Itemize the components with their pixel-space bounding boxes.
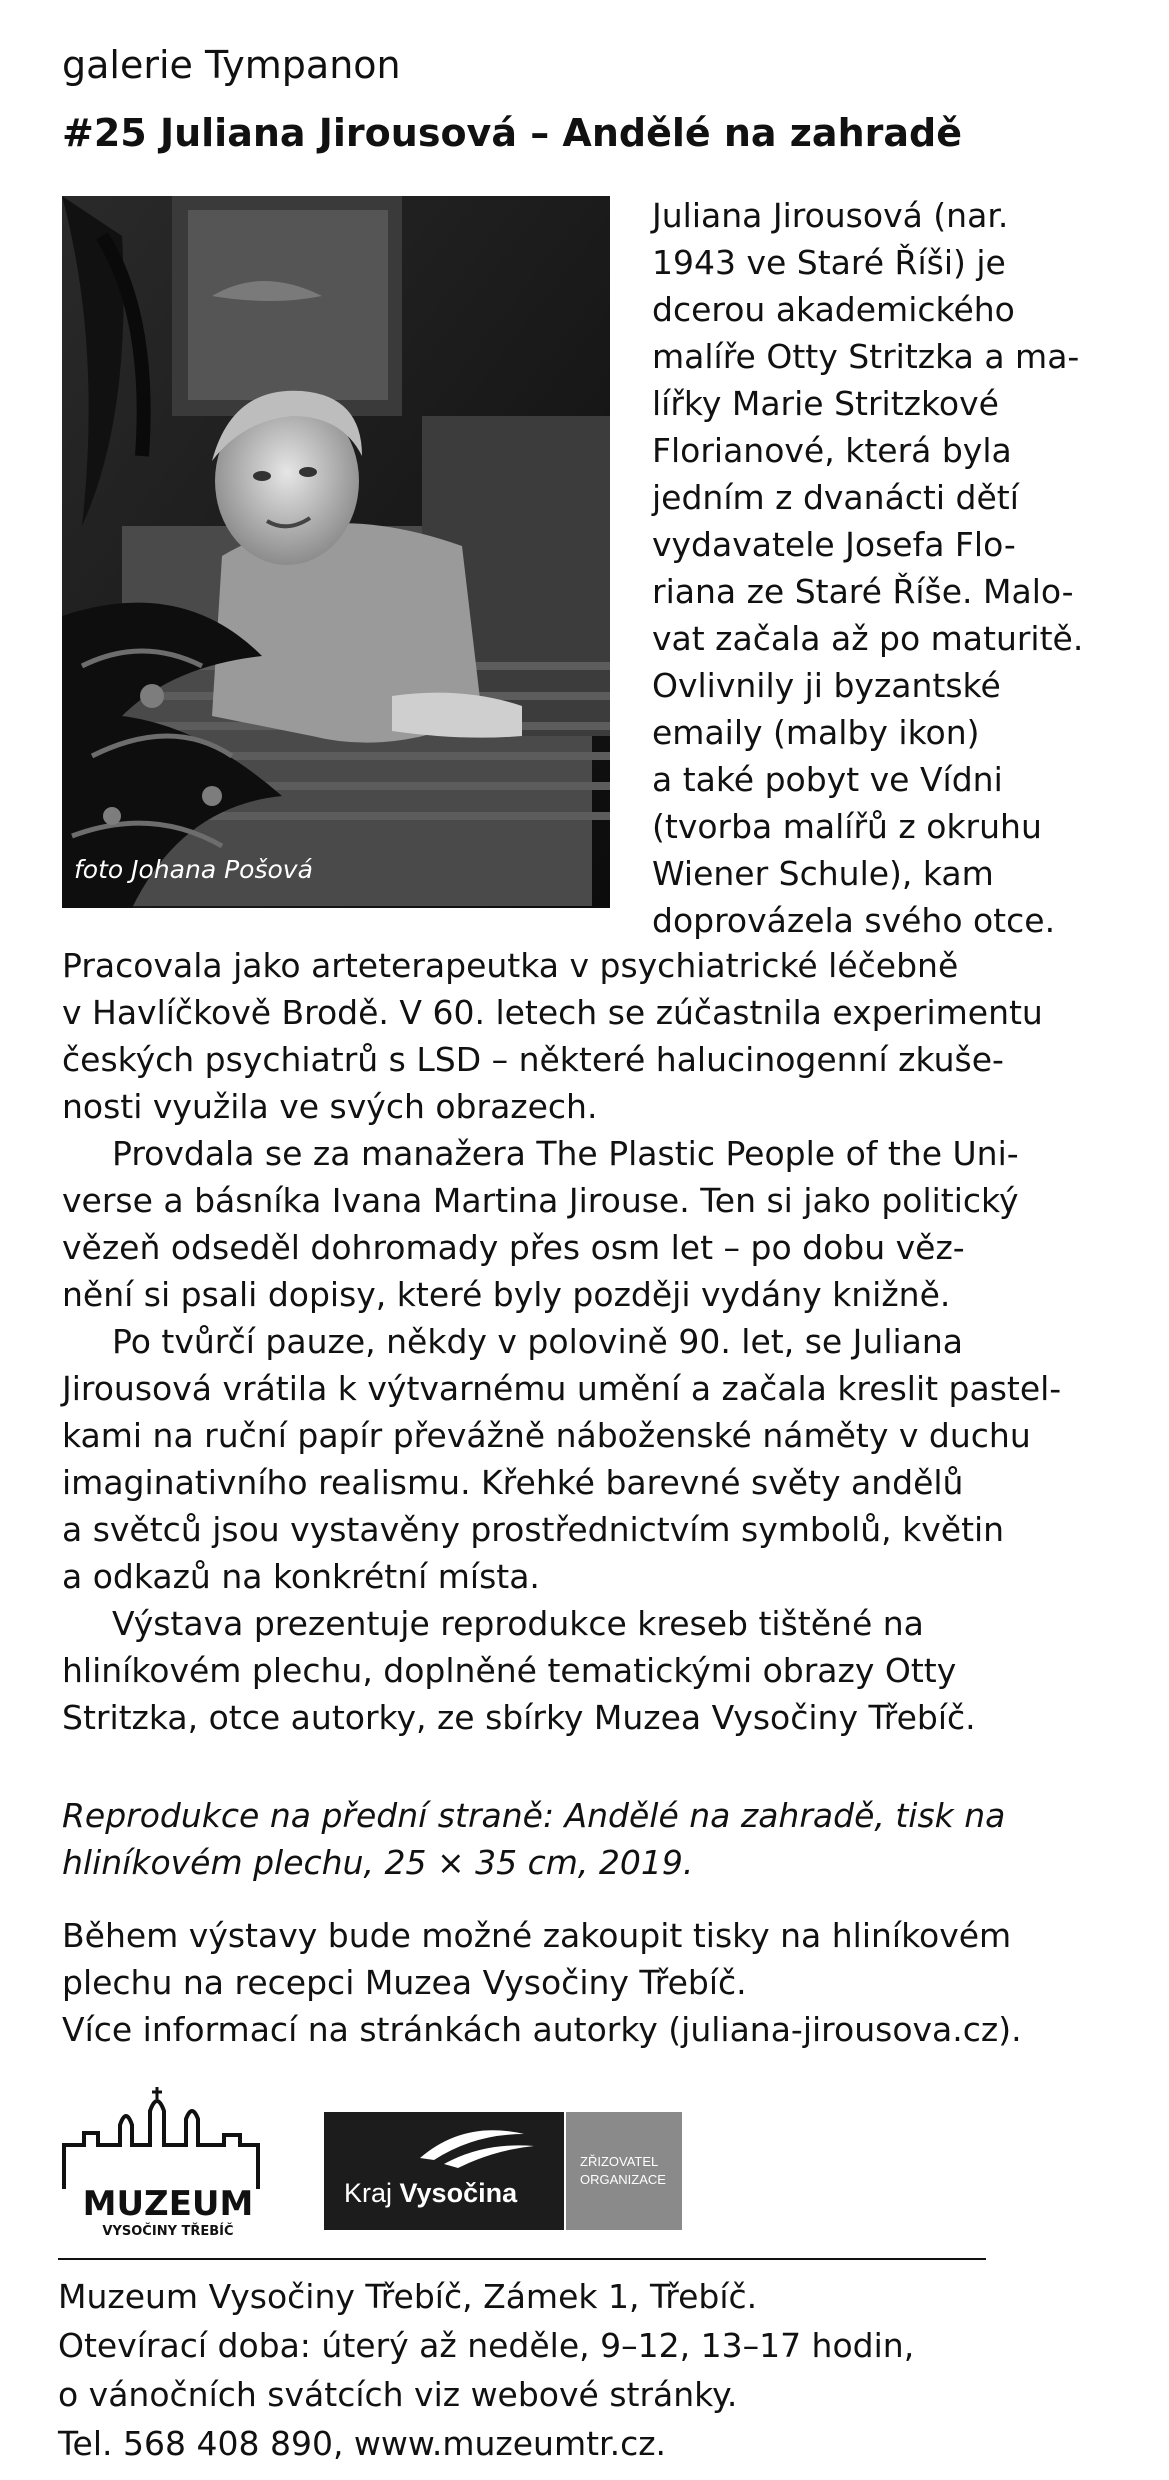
- text-line: a také pobyt ve Vídni: [652, 760, 1003, 799]
- text-line: Po tvůrčí pauze, někdy v polovině 90. let, se Juliana: [112, 1322, 964, 1361]
- text-line: vězeň odseděl dohromady přes osm let – po dobu věz-: [62, 1228, 965, 1267]
- muzeum-logo: [58, 2085, 278, 2245]
- museum-contact: [58, 2272, 914, 2468]
- kraj-word: Kraj: [344, 2178, 393, 2208]
- text-line: nění si psali dopisy, které byly později vydány knižně.: [62, 1275, 951, 1314]
- text-line: vydavatele Josefa Flo-: [652, 525, 1016, 564]
- text-line: Florianové, která byla: [652, 431, 1012, 470]
- gallery-name: galerie Tympanon: [62, 43, 401, 87]
- footer-divider: [58, 2258, 986, 2260]
- text-line: hliníkovém plechu, 25 × 35 cm, 2019.: [62, 1843, 694, 1882]
- text-line: Ovlivnily ji byzantské: [652, 666, 1001, 705]
- exhibition-title: #25 Juliana Jirousová – Andělé na zahradě: [62, 111, 962, 155]
- text-line: imaginativního realismu. Křehké barevné světy andělů: [62, 1463, 964, 1502]
- zrizovatel-badge: [566, 2112, 682, 2230]
- zrizovatel-line1: ZŘIZOVATEL: [580, 2154, 659, 2169]
- artist-photo: [62, 196, 610, 908]
- text-line: Wiener Schule), kam: [652, 854, 994, 893]
- text-line: a odkazů na konkrétní místa.: [62, 1557, 540, 1596]
- kraj-swoosh-icon: [324, 2112, 564, 2172]
- photo-credit: foto Johana Pošová: [74, 855, 313, 884]
- artist-photo-image: [62, 196, 610, 908]
- text-line: Stritzka, otce autorky, ze sbírky Muzea Vysočiny Třebíč.: [62, 1698, 976, 1737]
- text-line: doprovázela svého otce.: [652, 901, 1056, 940]
- text-line: Provdala se za manažera The Plastic People of the Uni-: [112, 1134, 1019, 1173]
- text-line: nosti využila ve svých obrazech.: [62, 1087, 598, 1126]
- text-line: 1943 ve Staré Říši) je: [652, 243, 1006, 282]
- text-line: hliníkovém plechu, doplněné tematickými obrazy Otty: [62, 1651, 957, 1690]
- kraj-logo-text: [344, 2178, 517, 2209]
- text-line: Muzeum Vysočiny Třebíč, Zámek 1, Třebíč.: [58, 2277, 758, 2316]
- muzeum-castle-icon: [58, 2085, 278, 2245]
- text-line: Juliana Jirousová (nar.: [652, 196, 1009, 235]
- text-line: lířky Marie Stritzkové: [652, 384, 999, 423]
- vysocina-word: Vysočina: [399, 2178, 518, 2208]
- text-line: malíře Otty Stritzka a ma-: [652, 337, 1080, 376]
- text-line: plechu na recepci Muzea Vysočiny Třebíč.: [62, 1963, 747, 2002]
- text-line: Reprodukce na přední straně: Andělé na zahradě, tisk na: [62, 1796, 1006, 1835]
- muzeum-logo-subtext: VYSOČINY TŘEBÍČ: [102, 2224, 234, 2239]
- text-line: emaily (malby ikon): [652, 713, 980, 752]
- text-line: českých psychiatrů s LSD – některé halucinogenní zkuše-: [62, 1040, 1004, 1079]
- text-line: Jirousová vrátila k výtvarnému umění a začala kreslit pastel-: [62, 1369, 1062, 1408]
- zrizovatel-line2: ORGANIZACE: [580, 2172, 666, 2187]
- text-line: Tel. 568 408 890, www.muzeumtr.cz.: [58, 2424, 667, 2463]
- text-line: Výstava prezentuje reprodukce kreseb tištěné na: [112, 1604, 924, 1643]
- text-line: v Havlíčkově Brodě. V 60. letech se zúčastnila experimentu: [62, 993, 1043, 1032]
- text-line: jedním z dvanácti dětí: [652, 478, 1019, 517]
- text-line: Více informací na stránkách autorky (juliana-jirousova.cz).: [62, 2010, 1022, 2049]
- text-line: dcerou akademického: [652, 290, 1015, 329]
- text-line: riana ze Staré Říše. Malo-: [652, 572, 1074, 611]
- text-line: (tvorba malířů z okruhu: [652, 807, 1042, 846]
- text-line: Otevírací doba: úterý až neděle, 9–12, 13–17 hodin,: [58, 2326, 915, 2365]
- sales-info: [62, 1912, 1022, 2053]
- text-line: vat začala až po maturitě.: [652, 619, 1084, 658]
- muzeum-logo-text: MUZEUM: [82, 2184, 254, 2224]
- reproduction-note: [62, 1792, 1005, 1886]
- body-text: [62, 942, 1142, 1741]
- text-line: a světců jsou vystavěny prostřednictvím symbolů, květin: [62, 1510, 1005, 1549]
- text-line: o vánočních svátcích viz webové stránky.: [58, 2375, 738, 2414]
- kraj-vysocina-logo: [324, 2112, 564, 2230]
- text-line: Pracovala jako arteterapeutka v psychiatrické léčebně: [62, 946, 959, 985]
- text-line: verse a básníka Ivana Martina Jirouse. Ten si jako politický: [62, 1181, 1019, 1220]
- text-line: Během výstavy bude možné zakoupit tisky na hliníkovém: [62, 1916, 1012, 1955]
- text-line: kami na ruční papír převážně náboženské náměty v duchu: [62, 1416, 1031, 1455]
- intro-paragraph: [652, 192, 1122, 944]
